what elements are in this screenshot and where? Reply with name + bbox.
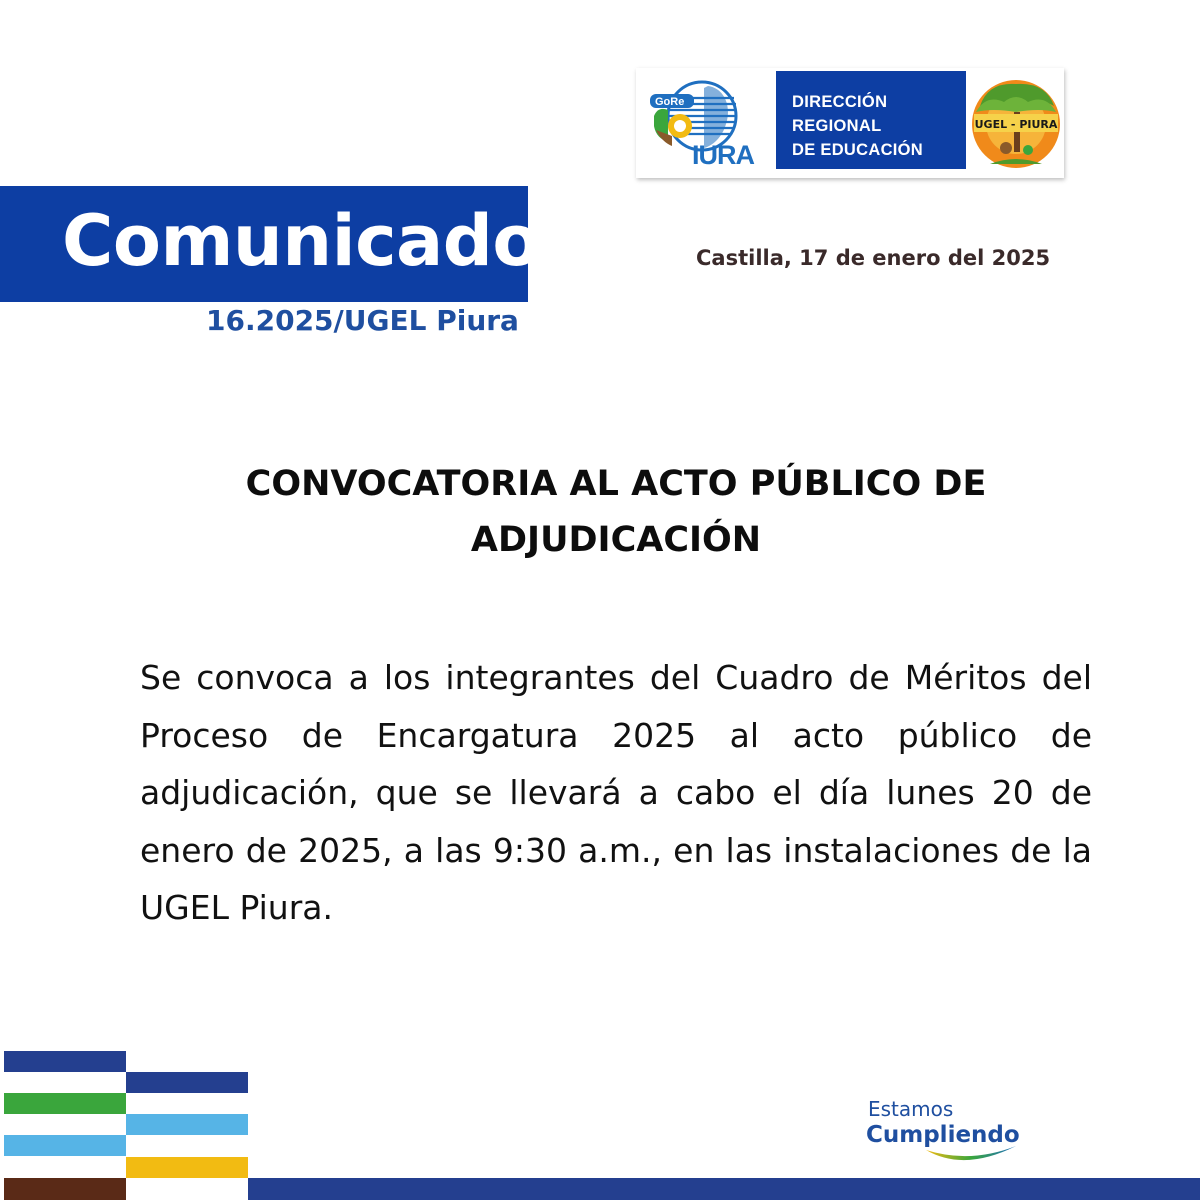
- decor-bar: [126, 1072, 248, 1093]
- decor-bar: [4, 1135, 126, 1156]
- announcement-body: Se convoca a los integrantes del Cuadro de Méritos del Proceso de Encargatura 2025 al acto público de adjudicación, que se llevará a cabo el día lunes 20 de enero de 2025, a las 9:30 a.m., en las instalaciones de la UGEL Piura.: [140, 658, 1092, 927]
- ugel-text: UGEL - PIURA: [974, 118, 1058, 131]
- dre-logo: [776, 71, 966, 169]
- slogan-top: Estamos: [868, 1097, 954, 1121]
- dre-line-1: DIRECCIÓN: [792, 93, 888, 111]
- slogan-bottom: Cumpliendo: [866, 1122, 1020, 1148]
- page-title: Comunicado: [62, 200, 540, 282]
- heading-line-1: CONVOCATORIA AL ACTO PÚBLICO DE: [245, 464, 987, 504]
- heading-line-2: ADJUDICACIÓN: [470, 520, 762, 560]
- decor-bar: [126, 1114, 248, 1135]
- comunicado-banner: [0, 186, 540, 302]
- decor-bar: [126, 1157, 248, 1178]
- decor-bar: [4, 1093, 126, 1114]
- gore-piura-logo: [646, 76, 774, 170]
- gore-text: GoRe: [655, 96, 685, 108]
- slogan-logo: [866, 1094, 1026, 1174]
- dre-line-2: REGIONAL: [792, 117, 882, 135]
- piura-text: IURA: [692, 140, 754, 170]
- decor-bar: [4, 1178, 126, 1200]
- dre-line-3: DE EDUCACIÓN: [792, 141, 924, 159]
- decor-bar: [4, 1051, 126, 1072]
- logo-strip: [636, 68, 1064, 178]
- document-date: Castilla, 17 de enero del 2025: [696, 246, 1051, 270]
- document-number: 16.2025/UGEL Piura: [206, 304, 519, 337]
- announcement-heading: [200, 456, 1032, 568]
- swoosh-icon: [924, 1144, 1018, 1166]
- ugel-piura-logo: [970, 72, 1062, 172]
- footer-line: [248, 1178, 1200, 1200]
